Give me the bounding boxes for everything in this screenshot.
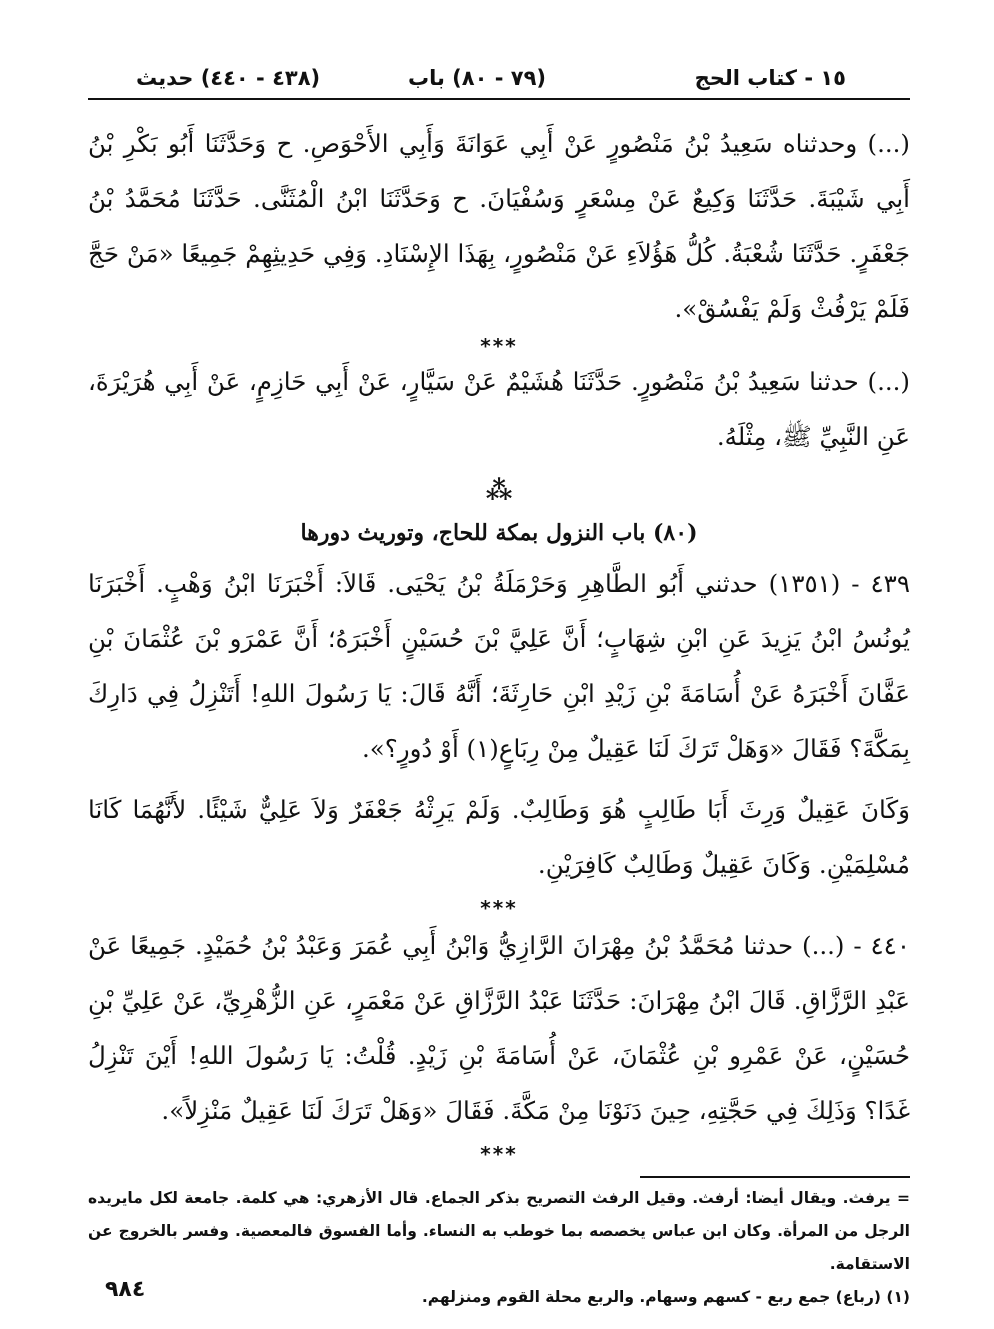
hadith-paragraph-1: (...) وحدثناه سَعِيدُ بْنُ مَنْصُورٍ عَنْ أَبِي عَوَانَةَ وَأَبِي الأَحْوَصِ. ح وَحَدَّثَنَا أَبُو بَكْرِ بْنُ أَبِي شَيْبَةَ. حَدَّثَنَا وَكِيعٌ عَنْ مِسْعَرٍ وَسُفْيَانَ. ح وَحَدَّثَنَا ابْنُ الْمُثَنَّى. حَدَّثَنَا مُحَمَّدُ بْنُ جَعْفَرٍ. حَدَّثَنَا شُعْبَةُ. كُلُّ هَؤُلاَءِ عَنْ مَنْصُورٍ، بِهَذَا الإِسْنَادِ. وَفِي حَدِيثِهِمْ جَمِيعًا «مَنْ حَجَّ فَلَمْ يَرْفُثْ وَلَمْ يَفْسُقْ». <box>88 129 910 323</box>
page <box>88 58 910 1314</box>
page-number: ٩٨٤ <box>105 1277 146 1302</box>
chapter-heading: (٨٠) باب النزول بمكة للحاج، وتوريث دورها <box>300 520 698 546</box>
footnote-continued: = يرفث. ويقال أيضا: أرفث. وقيل الرفث التصريح بذكر الجماع. قال الأزهري: هي كلمة. جامعة لكل مايريده الرجل من المرأة. وكان ابن عباس يخصصه بما خوطب به النساء. وأما الفسوق فالمعصية. وفسر بالخروج عن الاستقامة. <box>88 1189 910 1273</box>
header-hadith-range: (٤٣٨ - ٤٤٠) حديث <box>136 66 321 90</box>
footnote-rule <box>640 1176 910 1178</box>
footnote-1: (١) (رباع) جمع ربع - كسهم وسهام. والربع محلة القوم ومنزلهم. <box>421 1288 910 1306</box>
separator-stars-1: *** <box>480 334 518 358</box>
header-book-title: ١٥ - كتاب الحج <box>694 66 846 90</box>
separator-stars-3: *** <box>480 1142 518 1166</box>
commentary-paragraph: وَكَانَ عَقِيلٌ وَرِثَ أَبَا طَالِبٍ هُوَ وَطَالِبٌ. وَلَمْ يَرِثْهُ جَعْفَرٌ وَلاَ عَلِيٌّ شَيْئًا. لأَنَّهُمَا كَانَا مُسْلِمَيْنِ. وَكَانَ عَقِيلٌ وَطَالِبٌ كَافِرَيْنِ. <box>88 795 911 879</box>
hadith-paragraph-439: ٤٣٩ - (١٣٥١) حدثني أَبُو الطَّاهِرِ وَحَرْمَلَةُ بْنُ يَحْيَى. قَالاَ: أَخْبَرَنَا ابْنُ وَهْبٍ. أَخْبَرَنَا يُونُسُ ابْنُ يَزِيدَ عَنِ ابْنِ شِهَابٍ؛ أَنَّ عَلِيَّ بْنَ حُسَيْنٍ أَخْبَرَهُ؛ أَنَّ عَمْرَو بْنَ عُثْمَانَ بْنِ عَفَّانَ أَخْبَرَهُ عَنْ أُسَامَةَ بْنِ زَيْدِ ابْنِ حَارِثَةَ؛ أَنَّهُ قَالَ: يَا رَسُولَ اللهِ! أَتَنْزِلُ فِي دَارِكَ بِمَكَّةَ؟ فَقَالَ «وَهَلْ تَرَكَ لَنَا عَقِيلٌ مِنْ رِبَاعٍ(١) أَوْ دُورٍ؟». <box>88 569 910 763</box>
running-header <box>88 58 910 100</box>
hadith-paragraph-440: ٤٤٠ - (...) حدثنا مُحَمَّدُ بْنُ مِهْرَانَ الرَّازِيُّ وَابْنُ أَبِي عُمَرَ وَعَبْدُ بْنُ حُمَيْدٍ. جَمِيعًا عَنْ عَبْدِ الرَّزَّاقِ. قَالَ ابْنُ مِهْرَانَ: حَدَّثَنَا عَبْدُ الرَّزَّاقِ عَنْ مَعْمَرٍ، عَنِ الزُّهْرِيِّ، عَنْ عَلِيِّ بْنِ حُسَيْنٍ، عَنْ عَمْرِو بْنِ عُثْمَانَ، عَنْ أُسَامَةَ بْنِ زَيْدٍ. قُلْتُ: يَا رَسُولَ اللهِ! أَيْنَ تَنْزِلُ غَدًا؟ وَذَلِكَ فِي حَجَّتِهِ، حِينَ دَنَوْنَا مِنْ مَكَّةَ. فَقَالَ «وَهَلْ تَرَكَ لَنَا عَقِيلٌ مَنْزِلاً». <box>88 931 910 1125</box>
header-chapter-range: (٧٩ - ٨٠) باب <box>408 66 547 90</box>
separator-asterism: ⁂ <box>485 476 513 506</box>
separator-stars-2: *** <box>480 896 518 920</box>
hadith-paragraph-2: (...) حدثنا سَعِيدُ بْنُ مَنْصُورٍ. حَدَّثَنَا هُشَيْمٌ عَنْ سَيَّارٍ، عَنْ أَبِي حَازِمٍ، عَنْ أَبِي هُرَيْرَةَ، عَنِ النَّبِيِّ ﷺ، مِثْلَهُ. <box>88 367 910 451</box>
footnotes <box>88 1182 910 1314</box>
